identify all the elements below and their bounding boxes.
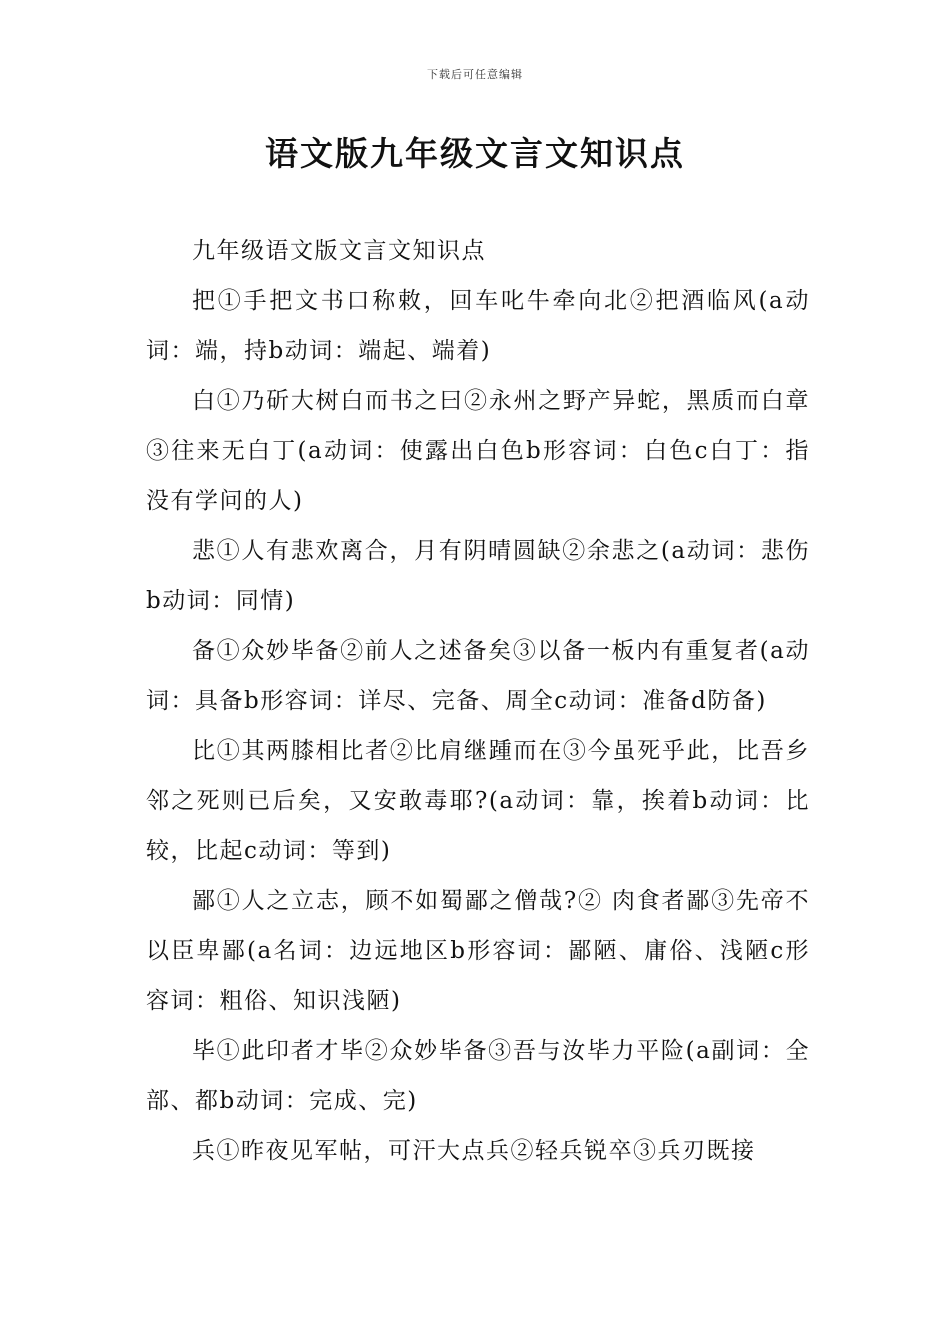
header-note: 下载后可任意编辑	[427, 68, 523, 81]
document-title: 语文版九年级文言文知识点	[265, 134, 685, 173]
paragraph-bing: 兵①昨夜见军帖，可汗大点兵②轻兵锐卒③兵刃既接	[192, 1138, 756, 1164]
document-body	[146, 226, 810, 1176]
paragraph-bi-finish: 毕①此印者才毕②众妙毕备③吾与汝毕力平险(a副词：全部、都b动词：完成、完)	[146, 1038, 810, 1114]
paragraph-bei-prepare: 备①众妙毕备②前人之述备矣③以备一板内有重复者(a动词：具备b形容词：详尽、完备、周全c动词：准备d防备)	[146, 638, 810, 714]
paragraph-bei-sad: 悲①人有悲欢离合，月有阴晴圆缺②余悲之(a动词：悲伤b动词：同情)	[146, 538, 810, 614]
paragraph-bai: 白①乃斫大树白而书之曰②永州之野产异蛇，黑质而白章③往来无白丁(a动词：使露出白色b形容词：白色c白丁：指没有学问的人)	[146, 388, 810, 514]
paragraph-bi-humble: 鄙①人之立志，顾不如蜀鄙之僧哉?② 肉食者鄙③先帝不以臣卑鄙(a名词：边远地区b形容词：鄙陋、庸俗、浅陋c形容词：粗俗、知识浅陋)	[146, 888, 810, 1014]
paragraph-ba: 把①手把文书口称敕，回车叱牛牵向北②把酒临风(a动词：端，持b动词：端起、端着)	[146, 288, 810, 364]
paragraph-intro: 九年级语文版文言文知识点	[192, 238, 486, 264]
paragraph-bi-compare: 比①其两膝相比者②比肩继踵而在③今虽死乎此，比吾乡邻之死则已后矣，又安敢毒耶?(a动词：靠，挨着b动词：比较，比起c动词：等到)	[146, 738, 810, 864]
